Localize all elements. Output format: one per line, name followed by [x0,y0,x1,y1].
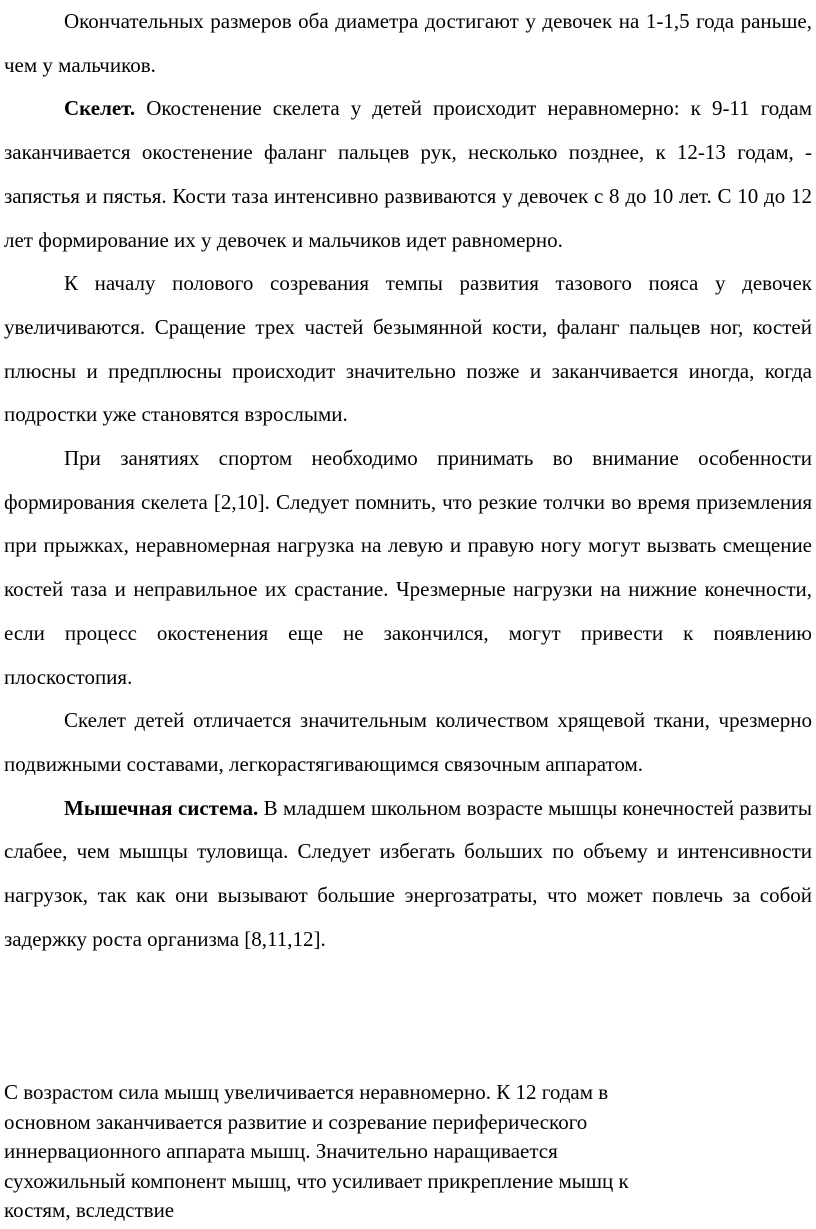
paragraph-text: Окостенение скелета у детей происходит неравномерно: к 9-11 годам заканчивается окостенение фаланг пальцев рук, несколько позднее, к 12-13 годам, - запястья и пястья. Кости таза интенсивно развиваются у девочек с 8 до 10 лет. С 10 до 12 лет формирование их у девочек и мальчиков идет равномерно. [4,96,812,252]
paragraph-diameters [4,0,812,87]
tail-line: сухожильный компонент мышц, что усиливает прикрепление мышц к [4,1168,629,1193]
paragraph-text: При занятиях спортом необходимо принимать во внимание особенности формирования скелета [2,10]. Следует помнить, что резкие толчки во время приземления при прыжках, неравномерная нагрузка на левую и правую ногу могут вызвать смещение костей таза и неправильное их срастание. Чрезмерные нагрузки на нижние конечности, если процесс окостенения еще не закончился, могут привести к появлению плоскостопия. [4,446,812,689]
tail-line: костям, вследствие [4,1198,175,1222]
tail-line: иннервационного аппарата мышц. Значительно наращивается [4,1139,558,1163]
paragraph-skeleton [4,87,812,262]
section-heading-muscles: Мышечная система. [64,795,259,820]
tail-line: основном заканчивается развитие и созревание периферического [4,1109,588,1134]
section-heading-skeleton: Скелет. [64,96,136,121]
document-body [4,0,812,961]
paragraph-muscles [4,787,812,962]
tail-line: С возрастом сила мышц увеличивается неравномерно. К 12 годам в [4,1080,609,1104]
paragraph-cartilage [4,699,812,786]
paragraph-text: Окончательных размеров оба диаметра достигают у девочек на 1-1,5 года раньше, чем у мальчиков. [4,9,812,77]
paragraph-pelvis [4,262,812,437]
paragraph-text: В младшем школьном возрасте мышцы конечностей развиты слабее, чем мышцы туловища. Следует избегать больших по объему и интенсивности нагрузок, так как они вызывают большие энергозатраты, что может повлечь за собой задержку роста организма [8,11,12]. [4,795,812,951]
paragraph-sport [4,437,812,699]
paragraph-text: К началу полового созревания темпы развития тазового пояса у девочек увеличиваются. Сращение трех частей безымянной кости, фаланг пальцев ног, костей плюсны и предплюсны происходит значительно позже и заканчивается иногда, когда подростки уже становятся взрослыми. [4,271,812,427]
paragraph-text: Скелет детей отличается значительным количеством хрящевой ткани, чрезмерно подвижными составами, легкорастягивающимся связочным аппаратом. [4,708,812,776]
document-tail [4,1078,764,1226]
